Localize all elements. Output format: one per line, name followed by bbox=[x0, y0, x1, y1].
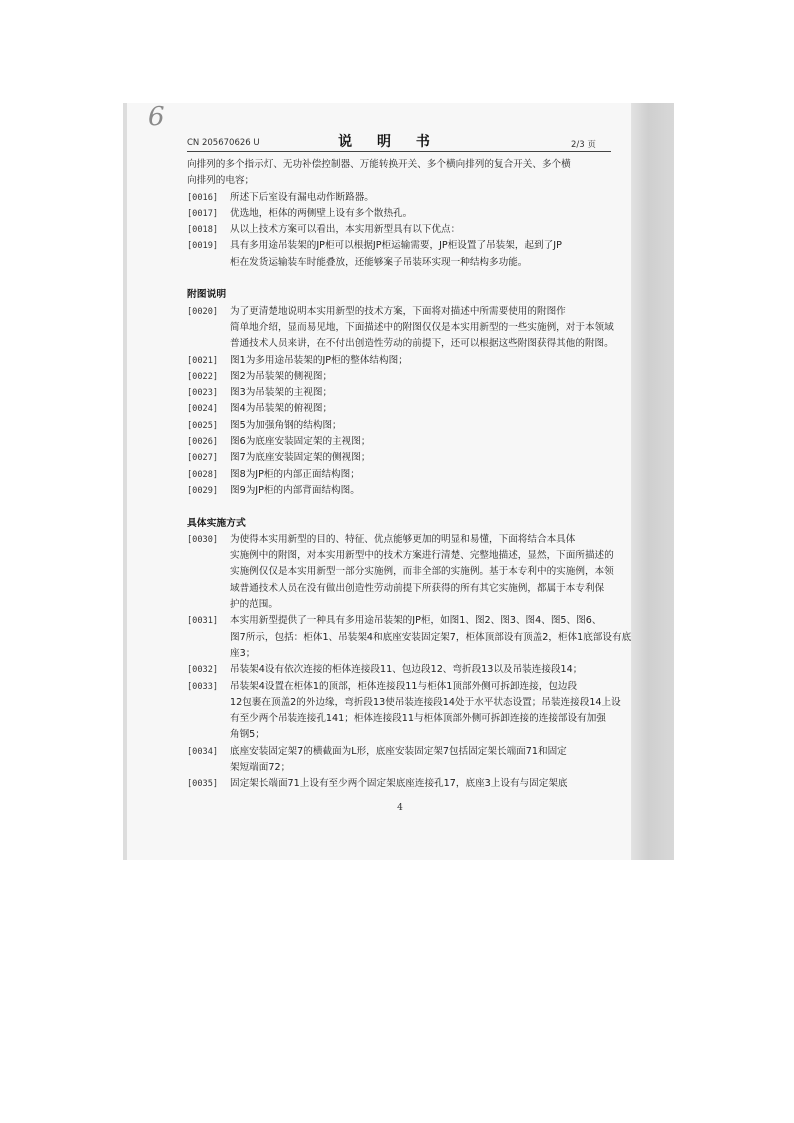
scan-shadow-right bbox=[631, 103, 674, 860]
paragraph-line: 图8为JP柜的内部正面结构图； bbox=[230, 468, 360, 480]
paragraph-line: 从以上技术方案可以看出，本实用新型具有以下优点： bbox=[230, 224, 461, 236]
paragraph-line: 图9为JP柜的内部背面结构图。 bbox=[230, 484, 360, 496]
intro-line: 向排列的多个指示灯、无功补偿控制器、万能转换开关、多个横向排列的复合开关、多个横 bbox=[187, 159, 571, 170]
page-number: 4 bbox=[397, 803, 403, 813]
patent-number: CN 205670626 U bbox=[187, 138, 260, 148]
paragraph-number: [0034] bbox=[187, 746, 219, 757]
paragraph bbox=[187, 662, 613, 678]
paragraph-number: [0024] bbox=[187, 404, 219, 415]
paragraph-line: 固定架长端面71上设有至少两个固定架底座连接孔17，底座3上设有与固定架底 bbox=[230, 778, 568, 790]
paragraph-number: [0016] bbox=[187, 192, 219, 203]
paragraph-line: 简单地介绍，显而易见地，下面描述中的附图仅仅是本实用新型的一些实施例，对于本领域 bbox=[230, 321, 614, 333]
document-title: 说 明 书 bbox=[338, 134, 440, 150]
paragraph-number: [0030] bbox=[187, 534, 219, 545]
document-body bbox=[187, 157, 632, 793]
page-indicator: 2/3 页 bbox=[571, 140, 596, 150]
paragraph-line: 图5为加强角钢的结构图； bbox=[230, 419, 342, 431]
paragraph bbox=[187, 467, 613, 483]
header-rule bbox=[187, 151, 611, 152]
paragraph-number: [0020] bbox=[187, 306, 219, 317]
paragraph-number: [0025] bbox=[187, 420, 219, 431]
paragraph bbox=[187, 532, 613, 613]
paragraph-number: [0023] bbox=[187, 388, 219, 399]
paragraph bbox=[187, 434, 613, 450]
paragraph-line: 座3； bbox=[230, 647, 256, 659]
paragraph bbox=[187, 222, 613, 238]
figures-paragraphs bbox=[187, 304, 613, 500]
paragraph bbox=[187, 450, 613, 466]
paragraph-number: [0019] bbox=[187, 241, 219, 252]
paragraph-line: 本实用新型提供了一种具有多用途吊装架的JP柜，如图1、图2、图3、图4、图5、图6、 bbox=[230, 615, 602, 627]
paragraph-number: [0018] bbox=[187, 225, 219, 236]
paragraph bbox=[187, 238, 613, 271]
paragraph-line: 为使得本实用新型的目的、特征、优点能够更加的明显和易懂，下面将结合本具体 bbox=[230, 533, 576, 545]
paragraph-line: 底座安装固定架7的横截面为L形，底座安装固定架7包括固定架长端面71和固定 bbox=[230, 745, 567, 757]
paragraph-line: 图6为底座安装固定架的主视图； bbox=[230, 436, 371, 448]
paragraph-line: 为了更清楚地说明本实用新型的技术方案，下面将对描述中所需要使用的附图作 bbox=[230, 305, 566, 317]
paragraph-number: [0021] bbox=[187, 355, 219, 366]
paragraph bbox=[187, 385, 613, 401]
paragraph-number: [0033] bbox=[187, 681, 219, 692]
handwritten-page-mark: 6 bbox=[148, 102, 165, 132]
paragraph-line: 吊装架4设置在柜体1的顶部，柜体连接段11与柜体1顶部外侧可拆卸连接，包边段 bbox=[230, 680, 578, 692]
paragraph-line: 实施例仅仅是本实用新型一部分实施例，而非全部的实施例。基于本专利中的实施例，本领 bbox=[230, 566, 614, 578]
paragraph-number: [0017] bbox=[187, 208, 219, 219]
paragraph bbox=[187, 304, 613, 353]
section-title-embodiment: 具体实施方式 bbox=[187, 517, 246, 529]
paragraph-line: 架短端面72； bbox=[230, 761, 291, 773]
paragraph-line: 优选地，柜体的两侧壁上设有多个散热孔。 bbox=[230, 207, 413, 219]
paragraph-line: 域普通技术人员在没有做出创造性劳动前提下所获得的所有其它实施例，都属于本专利保 bbox=[230, 582, 605, 594]
paragraph bbox=[187, 401, 613, 417]
paragraph-line: 柜在发货运输装车时能叠放，还能够案子吊装环实现一种结构多功能。 bbox=[230, 256, 528, 268]
paragraph-line: 普通技术人员来讲，在不付出创造性劳动的前提下，还可以根据这些附图获得其他的附图。 bbox=[230, 338, 614, 350]
paragraph bbox=[187, 206, 613, 222]
paragraph-number: [0029] bbox=[187, 485, 219, 496]
paragraph bbox=[187, 418, 613, 434]
paragraph-line: 所述下后室设有漏电动作断路器。 bbox=[230, 191, 374, 203]
paragraph-number: [0027] bbox=[187, 453, 219, 464]
paragraph bbox=[187, 369, 613, 385]
paragraph-number: [0026] bbox=[187, 437, 219, 448]
paragraph bbox=[187, 744, 613, 777]
intro-line: 向排列的电容； bbox=[187, 175, 255, 187]
paragraph bbox=[187, 353, 613, 369]
paragraph-line: 图7所示，包括：柜体1、吊装架4和底座安装固定架7，柜体顶部设有顶盖2，柜体1底部设有底 bbox=[230, 631, 632, 643]
paragraph-number: [0031] bbox=[187, 616, 219, 627]
paragraph-group-a bbox=[187, 190, 613, 271]
paragraph-line: 具有多用途吊装架的JP柜可以根据JP柜运输需要，JP柜设置了吊装架，起到了JP bbox=[230, 240, 562, 252]
paragraph-line: 12包裹在顶盖2的外边缘，弯折段13使吊装连接段14处于水平状态设置；吊装连接段14上设 bbox=[230, 696, 621, 708]
paragraph-number: [0022] bbox=[187, 371, 219, 382]
paragraph-line: 图1为多用途吊装架的JP柜的整体结构图； bbox=[230, 354, 408, 366]
paragraph-line: 吊装架4设有依次连接的柜体连接段11、包边段12、弯折段13以及吊装连接段14； bbox=[230, 664, 583, 676]
section-title-figures: 附图说明 bbox=[187, 289, 227, 301]
embodiment-paragraphs bbox=[187, 532, 632, 793]
paragraph-line: 护的范围。 bbox=[230, 599, 278, 611]
paragraph-line: 图2为吊装架的侧视图； bbox=[230, 370, 333, 382]
paragraph-number: [0028] bbox=[187, 469, 219, 480]
paragraph-line: 图7为底座安装固定架的侧视图； bbox=[230, 452, 371, 464]
paragraph bbox=[187, 613, 632, 662]
paragraph-line: 图4为吊装架的俯视图； bbox=[230, 403, 333, 415]
paragraph-line: 实施例中的附图，对本实用新型中的技术方案进行清楚、完整地描述，显然，下面所描述的 bbox=[230, 550, 614, 562]
paragraph-number: [0035] bbox=[187, 779, 219, 790]
paragraph bbox=[187, 679, 621, 744]
paragraph bbox=[187, 483, 613, 499]
paragraph-line: 角钢5； bbox=[230, 729, 265, 741]
paragraph-line: 图3为吊装架的主视图； bbox=[230, 387, 333, 399]
paragraph-line: 有至少两个吊装连接孔141；柜体连接段11与柜体顶部外侧可拆卸连接的连接部设有加强 bbox=[230, 713, 606, 725]
paragraph bbox=[187, 776, 613, 792]
scan-shadow-left bbox=[123, 103, 127, 860]
paragraph-number: [0032] bbox=[187, 665, 219, 676]
paragraph bbox=[187, 190, 613, 206]
